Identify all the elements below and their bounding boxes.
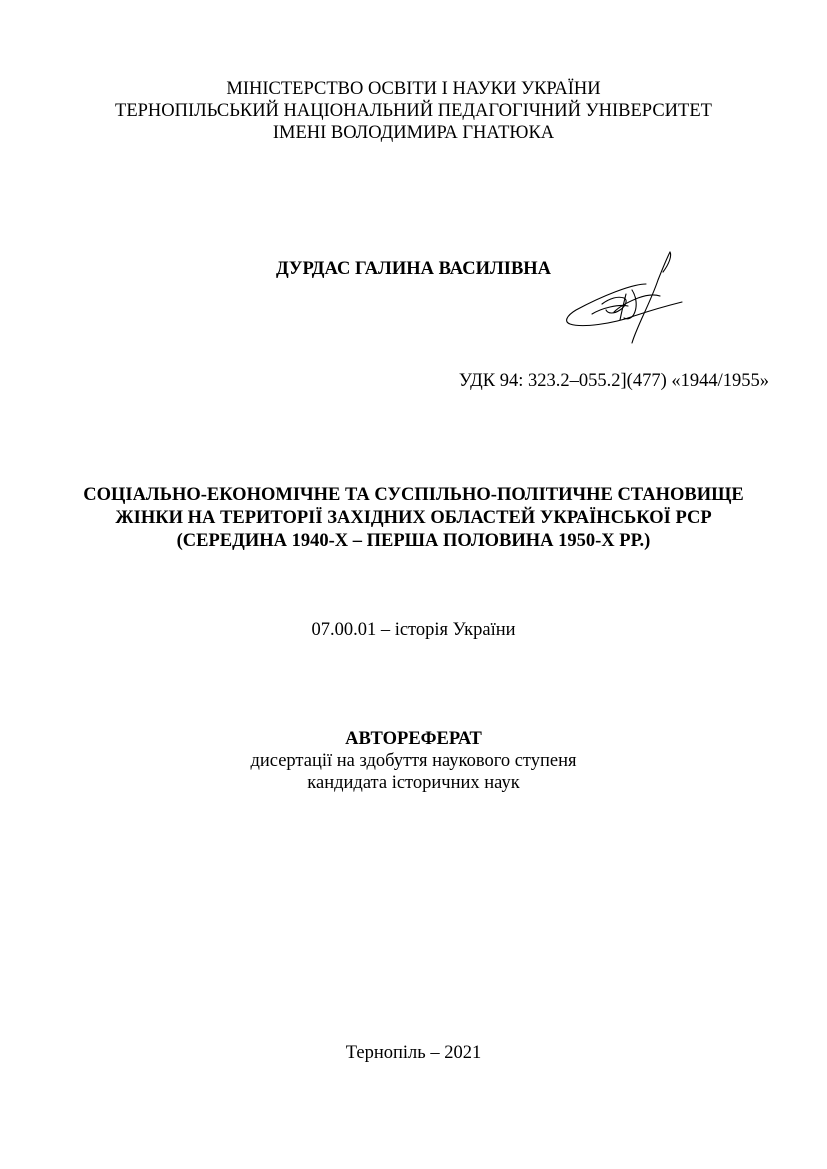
- dissertation-title: [0, 484, 827, 553]
- abstract-line-1: дисертації на здобуття наукового ступеня: [250, 751, 577, 771]
- title-line-1: СОЦІАЛЬНО-ЕКОНОМІЧНЕ ТА СУСПІЛЬНО-ПОЛІТИЧНЕ СТАНОВИЩЕ: [83, 485, 744, 505]
- university-name-line: ІМЕНІ ВОЛОДИМИРА ГНАТЮКА: [272, 123, 555, 143]
- abstract-line-2: кандидата історичних наук: [307, 773, 520, 793]
- institution-header: [0, 78, 827, 144]
- abstract-heading: АВТОРЕФЕРАТ: [345, 729, 482, 749]
- place-and-year: Тернопіль – 2021: [345, 1043, 482, 1063]
- author-name: ДУРДАС ГАЛИНА ВАСИЛІВНА: [275, 259, 552, 279]
- specialty-code: 07.00.01 – історія України: [311, 620, 516, 640]
- abstract-block: [0, 728, 827, 794]
- udc-code: УДК 94: 323.2–055.2](477) «1944/1955»: [458, 371, 769, 391]
- university-line: ТЕРНОПІЛЬСЬКИЙ НАЦІОНАЛЬНИЙ ПЕДАГОГІЧНИЙ УНІВЕРСИТЕТ: [115, 101, 712, 121]
- signature-image: [562, 250, 692, 350]
- title-line-3: (СЕРЕДИНА 1940-Х – ПЕРША ПОЛОВИНА 1950-Х РР.): [176, 531, 651, 551]
- title-line-2: ЖІНКИ НА ТЕРИТОРІЇ ЗАХІДНИХ ОБЛАСТЕЙ УКРАЇНСЬКОЇ РСР: [115, 508, 712, 528]
- ministry-line: МІНІСТЕРСТВО ОСВІТИ І НАУКИ УКРАЇНИ: [226, 79, 601, 99]
